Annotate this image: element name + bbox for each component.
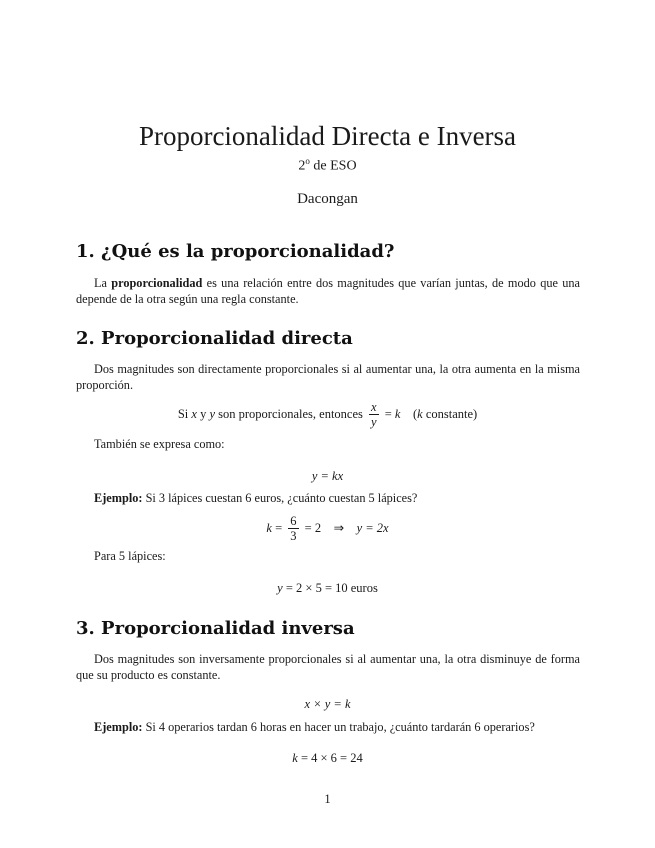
subtitle-superscript: o [305, 156, 310, 166]
equation-k-inverse [0, 749, 655, 767]
document-author: Dacongan [297, 191, 358, 207]
eq3-rest: = 2 [304, 520, 322, 535]
s1-p1-bold: proporcionalidad [111, 276, 203, 290]
section-2-paragraph-1: Dos magnitudes son directamente proporcionales si al aumentar una, la otra aumenta en la misma proporción. [76, 362, 580, 392]
eq1-y-word: y [196, 406, 210, 421]
eq1-mid: son proporcionales, entonces [215, 406, 363, 421]
s3-example-label: Ejemplo: [94, 720, 143, 734]
s1-p1-post: es una relación entre dos magnitudes que varían juntas, de modo que una depende de la otra según una regla constante. [76, 276, 580, 306]
eq1-paren-open: ( [412, 406, 418, 421]
eq3-numerator: 6 [290, 514, 297, 528]
eq3-fraction [288, 514, 298, 544]
section-3-example [94, 719, 580, 735]
equation-k-value [0, 514, 655, 544]
section-heading-1: 1. ¿Qué es la proporcionalidad? [76, 241, 395, 262]
subtitle-rest: de ESO [309, 158, 357, 174]
eq3-arrow: ⇒ [333, 520, 345, 535]
document-subtitle [0, 152, 655, 176]
s2-example-label: Ejemplo: [94, 491, 143, 505]
eq1-denominator: y [371, 415, 377, 429]
equation-inverse-product: x × y = k [304, 697, 351, 711]
eq3-denominator: 3 [290, 529, 297, 543]
section-heading-2: 2. Proporcionalidad directa [76, 328, 353, 349]
eq1-pre: Si [177, 406, 192, 421]
eq1-k: k [394, 406, 401, 421]
eq2-k: k [292, 751, 298, 765]
eq1-equals: = [384, 406, 395, 421]
eq1-k2: k [417, 406, 423, 421]
equation-y-kx: y = kx [311, 469, 344, 483]
eq1-paren-rest: constante) [422, 406, 478, 421]
eq1-x: x [191, 406, 197, 421]
section-2-example [94, 490, 580, 506]
section-2-paragraph-3: Para 5 lápices: [94, 549, 166, 563]
eq3-eq: = [271, 520, 283, 535]
equation-direct-ratio [0, 400, 655, 430]
eq1-numerator: x [371, 400, 377, 414]
section-1-paragraph [76, 275, 580, 307]
subtitle-number: 2 [298, 158, 306, 174]
eq4-y: y [277, 581, 283, 595]
equation-y-result [0, 579, 655, 597]
eq1-y: y [209, 406, 215, 421]
s2-example-text: Si 3 lápices cuestan 6 euros, ¿cuánto cuestan 5 lápices? [142, 491, 418, 505]
s3-example-text: Si 4 operarios tardan 6 horas en hacer un trabajo, ¿cuánto tardarán 6 operarios? [142, 720, 535, 734]
document-title: Proporcionalidad Directa e Inversa [138, 121, 517, 151]
eq3-k: k [266, 520, 272, 535]
eq4-rest: = 2 × 5 = 10 euros [282, 581, 378, 595]
eq3-result: y = 2x [356, 520, 389, 535]
section-3-paragraph-1: Dos magnitudes son inversamente proporcionales si al aumentar una, la otra disminuye de forma que su producto es constante. [76, 652, 580, 682]
eq1-fraction [369, 400, 379, 430]
eq2-rest: = 4 × 6 = 24 [297, 751, 363, 765]
section-2-paragraph-2: También se expresa como: [94, 437, 225, 451]
s1-p1-pre: La [94, 276, 112, 290]
section-heading-3: 3. Proporcionalidad inversa [76, 618, 355, 639]
page-number: 1 [324, 792, 331, 806]
